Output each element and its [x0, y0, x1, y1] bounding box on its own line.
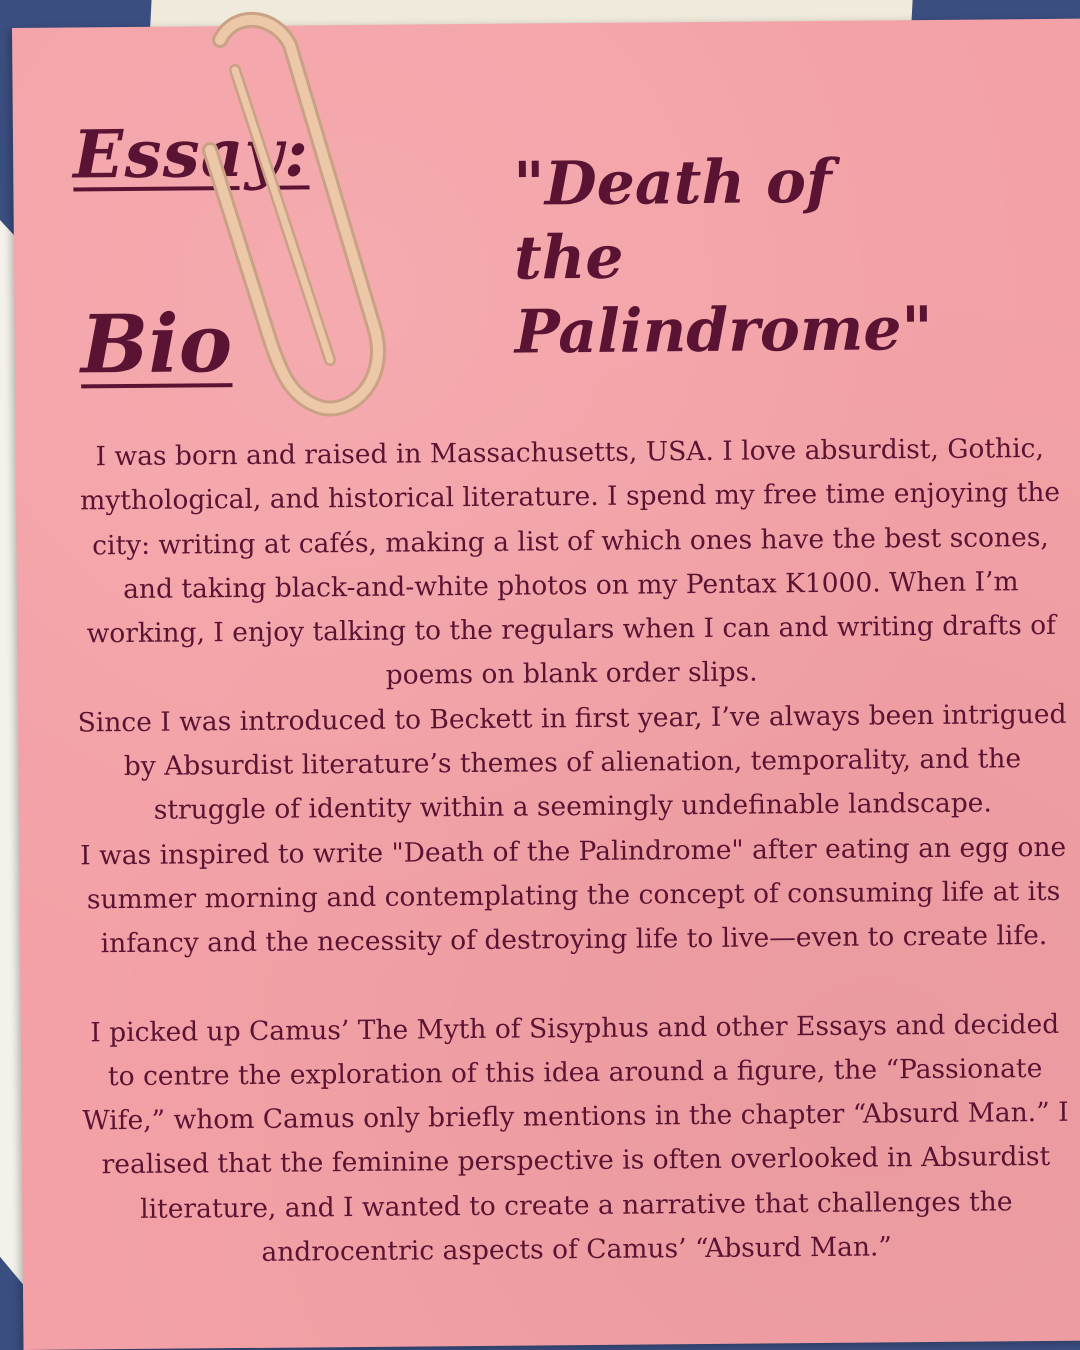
essay-title-line-1: "Death of the [513, 146, 833, 294]
bio-paragraph-3: I was inspired to write "Death of the Palindrome" after eating an egg one summer morning and contemplating the concept of consuming life at its infancy and the necessity of destroying life to live—even to create life. [80, 831, 1067, 960]
essay-title-line-2: Palindrome" [514, 293, 934, 368]
bio-heading: Bio [80, 296, 233, 392]
paperclip-icon [180, 0, 410, 430]
bio-paragraph-2: Since I was introduced to Beckett in first year, I’ve always been intrigued by Absurdist literature’s themes of alienation, temporality, and the struggle of identity within a seemingly undefinable landscape. [77, 698, 1067, 827]
pink-paper-sheet [12, 19, 1080, 1350]
essay-heading: Essay: [72, 113, 310, 194]
essay-title [513, 144, 955, 370]
bio-paragraph-4: I picked up Camus’ The Myth of Sisyphus and other Essays and decided to centre the exploration of this idea around a figure, the “Passionate Wife,” whom Camus only briefly mentions in the chapter “Absurd Man.” I realised that the feminine perspective is often overlooked in Absurdist literature, and I wanted to create a narrative that challenges the androcentric aspects of Camus’ “Absurd Man.” [82, 1008, 1069, 1268]
bio-paragraph-1: I was born and raised in Massachusetts, USA. I love absurdist, Gothic, mythological, and historical literature. I spend my free time enjoying the city: writing at cafés, making a list of which ones have the best scones, and taking black-and-white photos on my Pentax K1000. When I’m working, I enjoy talking to the regulars when I can and writing drafts of poems on blank order slips. [80, 433, 1061, 692]
bio-text [70, 427, 1077, 1277]
